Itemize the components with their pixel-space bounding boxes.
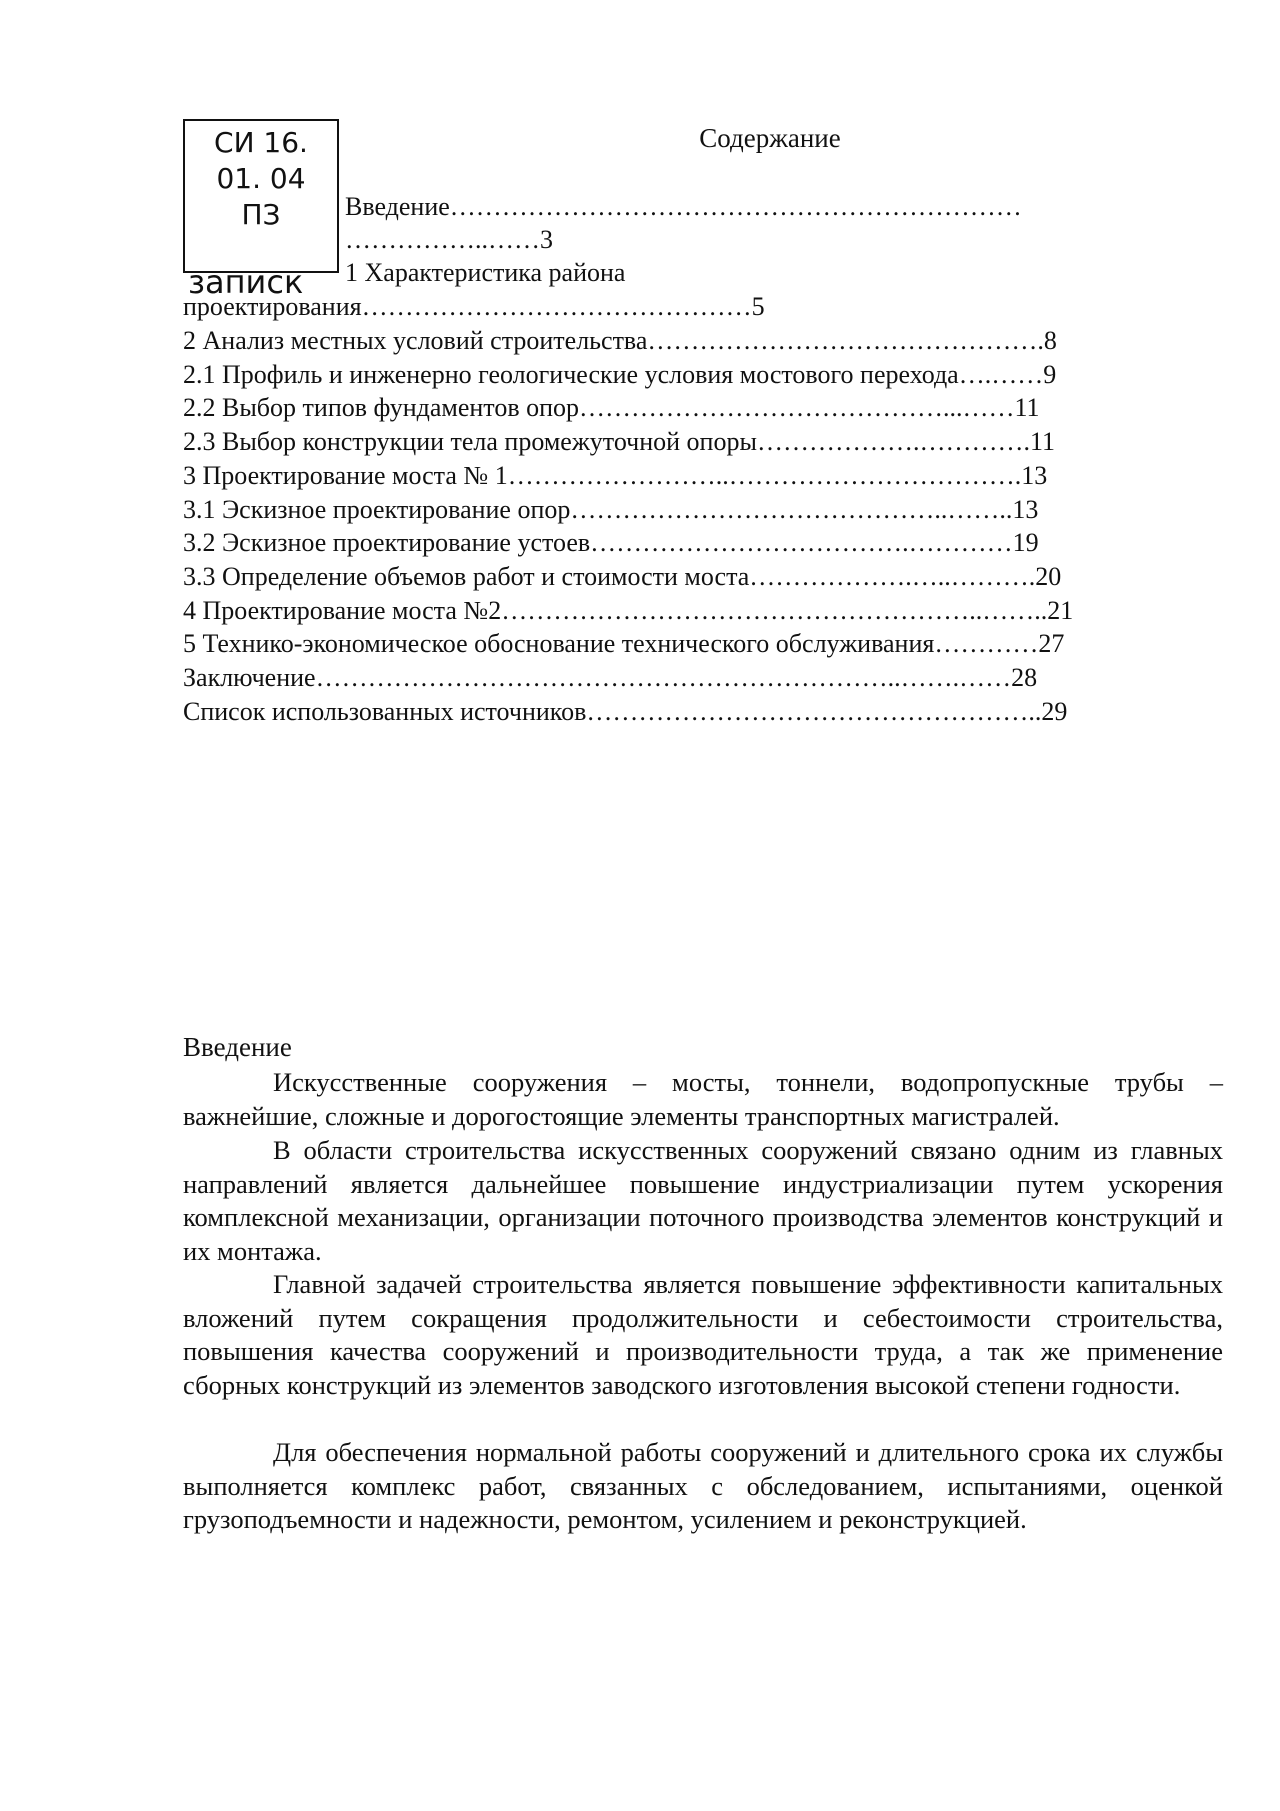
toc-entry: 3 Проектирование моста № 1……………………..…………………………….13 [183,461,1048,490]
toc-entry: 2.2 Выбор типов фундаментов опор……………………………………...……11 [183,393,1040,422]
toc-entry: 2.3 Выбор конструкции тела промежуточной опоры……………….………….11 [183,427,1055,456]
toc-entry-intro-continuation: ……………..……3 [345,225,553,254]
paragraph: В области строительства искусственных сооружений связано одним из главных направлений является дальнейшее повышение индустриализации путем ускорения комплексной механизации, организации поточного производства элементов конструкций и их монтажа. [183,1135,1223,1266]
stamp-code-line-1: СИ 16. [214,126,308,159]
toc-entry: 4 Проектирование моста №2………………………………………………..……..21 [183,596,1074,625]
toc-entry: 2.1 Профиль и инженерно геологические условия мостового перехода….……9 [183,360,1057,389]
document-stamp [183,119,339,273]
toc-entry-intro: Введение………………………………………………………… [345,192,1022,221]
toc-entry: 5 Технико-экономическое обоснование технического обслуживания…………27 [183,629,1065,658]
toc-entry: 2 Анализ местных условий строительства……………………………………….8 [183,326,1057,355]
stamp-code-line-2: 01. 04 [216,162,306,195]
paragraph: Для обеспечения нормальной работы сооружений и длительного срока их службы выполняется комплекс работ, связанных с обследованием, испытаниями, оценкой грузоподъемности и надежности, ремонтом, усилением и реконструкцией. [183,1437,1223,1534]
paragraph: Искусственные сооружения – мосты, тоннели, водопропускные трубы – важнейшие, сложные и дорогостоящие элементы транспортных магистралей. [183,1067,1223,1131]
toc-entry: 3.2 Эскизное проектирование устоев……………………………….…………19 [183,528,1039,557]
toc-entry: Список использованных источников……………………………………………..29 [183,697,1068,726]
toc-entry: 3.3 Определение объемов работ и стоимости моста……………….…..……….20 [183,562,1062,591]
toc-entry: 3.1 Эскизное проектирование опор……………………………………..……..13 [183,495,1039,524]
toc-entry-1-continuation: проектирования………………………………………5 [183,292,765,321]
toc-entry-1: 1 Характеристика района [345,258,626,287]
toc-title: Содержание [699,123,841,153]
section-heading-introduction: Введение [183,1032,292,1062]
stamp-overflow-text: записк [188,263,304,301]
toc-entry: Заключение…………………………………………………………..…….……28 [183,663,1038,692]
stamp-code-line-3: ПЗ [241,198,281,231]
paragraph: Главной задачей строительства является повышение эффективности капитальных вложений путем сокращения продолжительности и себестоимости строительства, повышения качества сооружений и производительности труда, а так же применение сборных конструкций из элементов заводского изготовления высокой степени годности. [183,1269,1223,1400]
